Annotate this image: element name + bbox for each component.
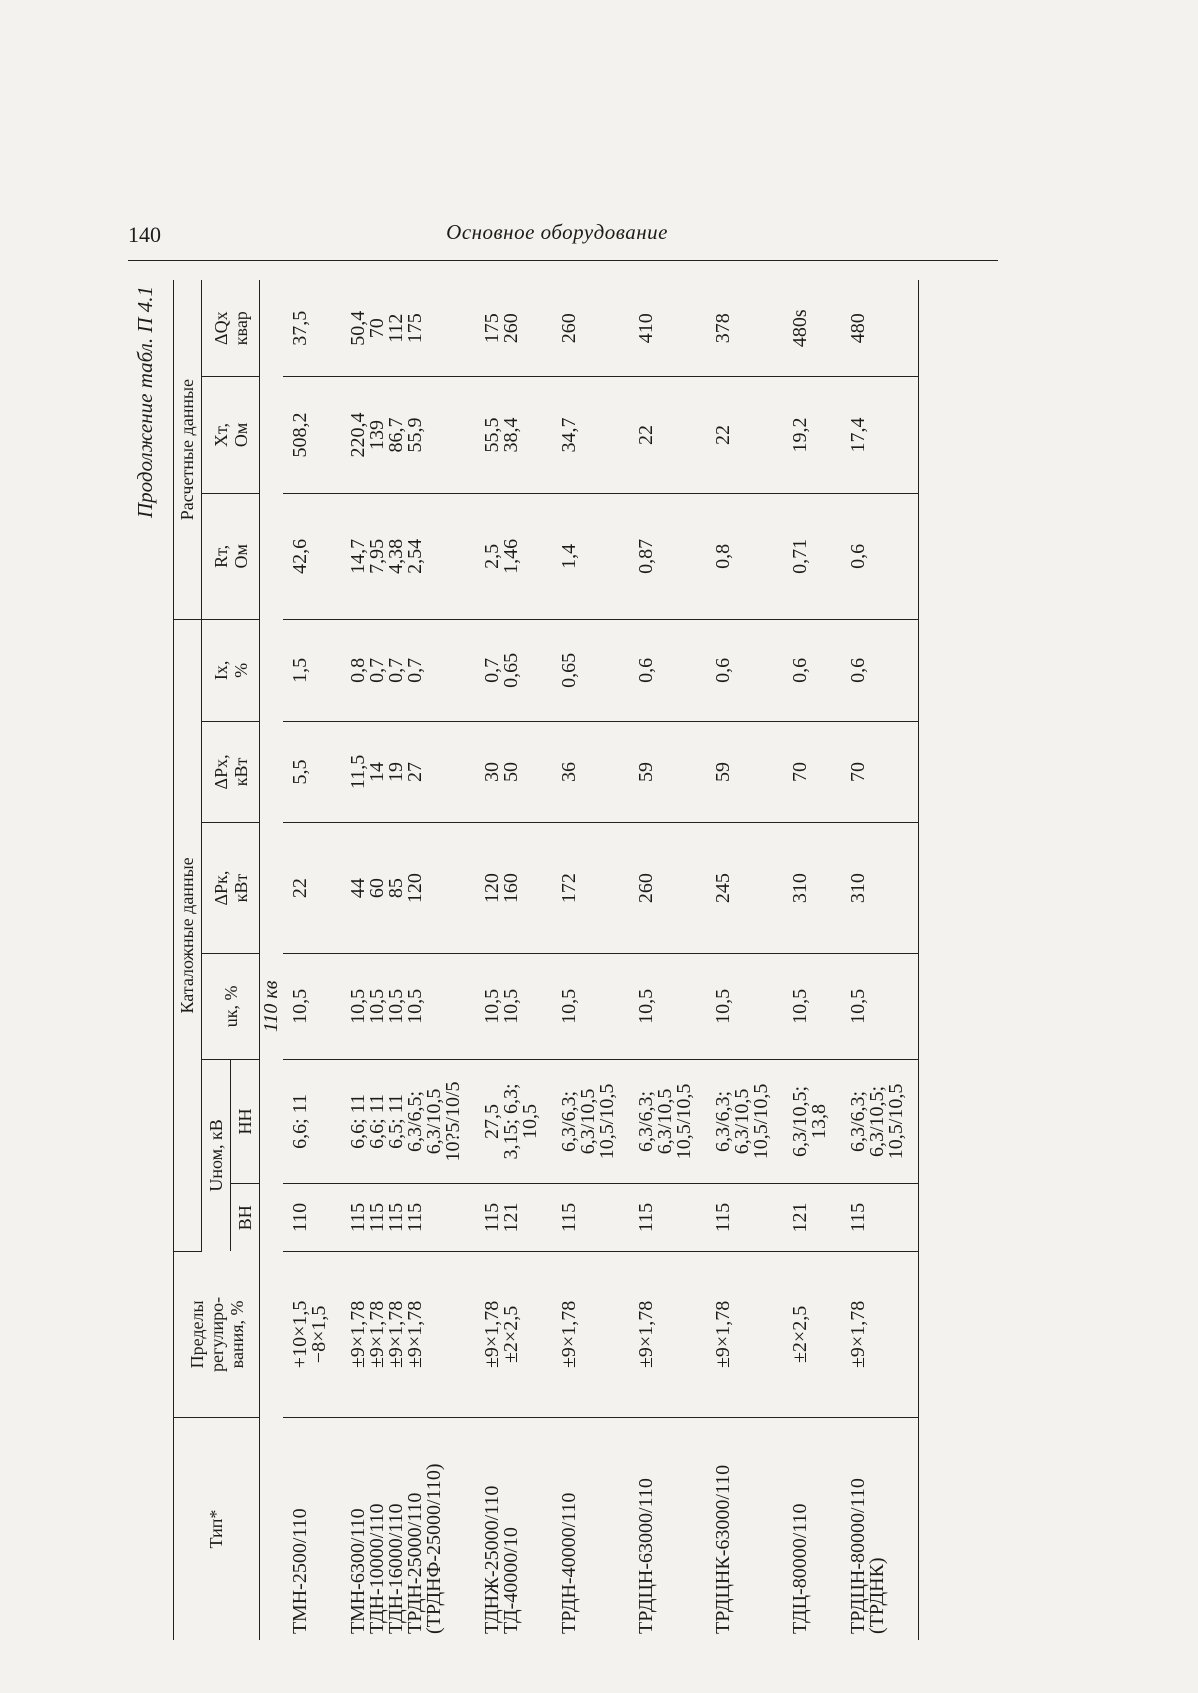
cell-line: 6,6; 11: [289, 1094, 311, 1149]
cell-line: 42,6: [289, 538, 311, 574]
cell-line: ТМН-6300/110: [347, 1508, 369, 1634]
cell-rt: [475, 493, 552, 620]
table-row: [341, 280, 475, 1640]
cell-line: 175: [481, 313, 503, 344]
cell-uk: [341, 954, 475, 1060]
cell-line: 13,8: [808, 1103, 830, 1139]
cell-nn: [552, 1059, 629, 1184]
cell-reg: [783, 1251, 841, 1417]
cell-xt: [283, 377, 341, 493]
cell-uk: [475, 954, 552, 1060]
cell-line: 3,15; 6,3;: [500, 1083, 522, 1160]
cell-line: 1,5: [289, 657, 311, 683]
cell-uk: [283, 954, 341, 1060]
cell-line: 1,4: [558, 543, 580, 569]
cell-reg: [552, 1251, 629, 1417]
cell-line: 44: [347, 878, 369, 899]
cell-line: 6,3/6,3;: [847, 1090, 869, 1153]
running-title: Основное оборудование: [446, 220, 668, 244]
cell-px: [783, 721, 841, 823]
cell-line: −8×1,5: [308, 1305, 330, 1364]
cell-line: ТДНЖ-25000/110: [481, 1485, 503, 1634]
table-row: [629, 280, 706, 1640]
col-vn: ВН: [231, 1184, 260, 1252]
col-group-catalog: Каталожные данные: [174, 620, 202, 1252]
table-row: [706, 280, 783, 1640]
cell-line: 0,8: [347, 657, 369, 683]
cell-uk: [629, 954, 706, 1060]
cell-line: 6,3/10,5;: [866, 1085, 888, 1158]
cell-line: 120: [481, 873, 503, 904]
cell-line: 14: [366, 761, 388, 782]
cell-line: 508,2: [289, 412, 311, 458]
cell-type: [341, 1418, 475, 1640]
cell-vn: [475, 1184, 552, 1252]
cell-rt: [841, 493, 919, 620]
cell-line: 0,71: [789, 538, 811, 574]
cell-line: 0,7: [385, 657, 407, 683]
col-group-calc: Расчетные данные: [174, 280, 202, 620]
cell-pk: [783, 823, 841, 954]
cell-line: 0,6: [847, 657, 869, 683]
cell-line: 70: [366, 318, 388, 339]
transformer-spec-table: [173, 280, 919, 1640]
col-qx: ΔQx квар: [202, 280, 260, 377]
cell-line: 10,5: [404, 988, 426, 1024]
cell-line: 10,5: [789, 988, 811, 1024]
page-header: [128, 218, 998, 261]
cell-px: [341, 721, 475, 823]
cell-line: 0,65: [558, 652, 580, 688]
cell-line: 10,5: [347, 988, 369, 1024]
table-row: [841, 280, 919, 1640]
cell-line: 10,5: [712, 988, 734, 1024]
cell-line: 6,6; 11: [347, 1094, 369, 1149]
cell-line: 50,4: [347, 310, 369, 346]
cell-line: 70: [789, 761, 811, 782]
cell-line: ±2×2,5: [789, 1305, 811, 1364]
cell-line: 6,6; 11: [366, 1094, 388, 1149]
cell-line: 6,3/10,5: [577, 1088, 599, 1155]
col-pk: ΔPк, кВт: [202, 823, 260, 954]
cell-line: ±9×1,78: [558, 1300, 580, 1369]
cell-type: [475, 1418, 552, 1640]
cell-line: 220,4: [347, 412, 369, 458]
cell-type: [783, 1418, 841, 1640]
cell-line: 10,5: [366, 988, 388, 1024]
cell-pk: [283, 823, 341, 954]
cell-line: 37,5: [289, 310, 311, 346]
cell-reg: [706, 1251, 783, 1417]
cell-nn: [841, 1059, 919, 1184]
table-caption: Продолжение табл. П 4.1: [133, 286, 157, 518]
cell-pk: [706, 823, 783, 954]
cell-line: 10,5/10,5: [596, 1083, 618, 1160]
cell-line: 260: [558, 313, 580, 344]
cell-line: 0,6: [847, 543, 869, 569]
cell-line: ±9×1,78: [481, 1300, 503, 1369]
cell-line: 378: [712, 313, 734, 344]
cell-uk: [841, 954, 919, 1060]
cell-line: 2,54: [404, 538, 426, 574]
table-row: [783, 280, 841, 1640]
cell-px: [841, 721, 919, 823]
cell-px: [475, 721, 552, 823]
cell-line: 10,5: [519, 1103, 541, 1139]
cell-line: 115: [366, 1202, 388, 1233]
cell-line: 245: [712, 873, 734, 904]
cell-line: 22: [635, 424, 657, 445]
cell-line: ТДН-10000/110: [366, 1503, 388, 1634]
cell-vn: [706, 1184, 783, 1252]
cell-vn: [783, 1184, 841, 1252]
cell-line: 139: [366, 419, 388, 450]
cell-line: 19: [385, 761, 407, 782]
cell-vn: [552, 1184, 629, 1252]
table-row: [552, 280, 629, 1640]
cell-reg: [475, 1251, 552, 1417]
cell-line: 11,5: [347, 754, 369, 790]
cell-line: 115: [558, 1202, 580, 1233]
cell-uk: [552, 954, 629, 1060]
cell-pk: [341, 823, 475, 954]
cell-line: 10,5: [847, 988, 869, 1024]
cell-uk: [783, 954, 841, 1060]
cell-line: 60: [366, 878, 388, 899]
cell-xt: [341, 377, 475, 493]
cell-line: 86,7: [385, 417, 407, 453]
cell-ix: [475, 620, 552, 722]
cell-line: 6,3/6,3;: [635, 1090, 657, 1153]
rotated-table-area: [133, 280, 993, 1640]
cell-line: 0,87: [635, 538, 657, 574]
cell-line: ТДЦ-80000/110: [789, 1503, 811, 1634]
cell-line: 85: [385, 878, 407, 899]
cell-line: (ТРДНК): [866, 1557, 888, 1634]
cell-line: 115: [481, 1202, 503, 1233]
cell-line: 14,7: [347, 538, 369, 574]
cell-line: 0,65: [500, 652, 522, 688]
cell-qx: [783, 280, 841, 377]
table-body: [260, 280, 919, 1640]
cell-line: ТДН-16000/110: [385, 1503, 407, 1634]
cell-reg: [341, 1251, 475, 1417]
cell-line: ТРДЦН-80000/110: [847, 1478, 869, 1634]
cell-line: 10,5/10,5: [750, 1083, 772, 1160]
cell-line: 6,3/10,5: [731, 1088, 753, 1155]
table-row: [475, 280, 552, 1640]
cell-rt: [783, 493, 841, 620]
cell-rt: [629, 493, 706, 620]
cell-px: [552, 721, 629, 823]
cell-line: 38,4: [500, 417, 522, 453]
cell-line: ±9×1,78: [366, 1300, 388, 1369]
cell-line: 10,5: [558, 988, 580, 1024]
cell-line: 50: [500, 761, 522, 782]
cell-line: ±9×1,78: [635, 1300, 657, 1369]
cell-ix: [552, 620, 629, 722]
cell-rt: [341, 493, 475, 620]
cell-ix: [706, 620, 783, 722]
cell-pk: [629, 823, 706, 954]
cell-ix: [841, 620, 919, 722]
col-ix: Ix, %: [202, 620, 260, 722]
cell-line: ±2×2,5: [500, 1305, 522, 1364]
cell-line: ТРДН-40000/110: [558, 1492, 580, 1634]
cell-line: 410: [635, 313, 657, 344]
cell-line: 55,9: [404, 417, 426, 453]
cell-line: 17,4: [847, 417, 869, 453]
cell-nn: [475, 1059, 552, 1184]
cell-line: 115: [635, 1202, 657, 1233]
cell-line: 10,5: [385, 988, 407, 1024]
cell-line: +10×1,5: [289, 1300, 311, 1369]
cell-line: 115: [385, 1202, 407, 1233]
cell-line: ±9×1,78: [347, 1300, 369, 1369]
cell-line: 10,5: [635, 988, 657, 1024]
cell-line: 115: [712, 1202, 734, 1233]
cell-line: 121: [789, 1202, 811, 1233]
cell-line: 6,5; 11: [385, 1094, 407, 1149]
cell-pk: [475, 823, 552, 954]
cell-line: 36: [558, 761, 580, 782]
cell-nn: [341, 1059, 475, 1184]
cell-line: 121: [500, 1202, 522, 1233]
cell-line: ТМН-2500/110: [289, 1508, 311, 1634]
cell-type: [283, 1418, 341, 1640]
section-label: 110 кв: [260, 980, 282, 1033]
cell-xt: [629, 377, 706, 493]
cell-line: 6,3/6,5;: [404, 1090, 426, 1153]
cell-line: 5,5: [289, 759, 311, 785]
cell-ix: [629, 620, 706, 722]
cell-line: ТД-40000/10: [500, 1527, 522, 1634]
cell-line: 10,5/10,5: [885, 1083, 907, 1160]
cell-qx: [841, 280, 919, 377]
cell-xt: [706, 377, 783, 493]
cell-line: 19,2: [789, 417, 811, 453]
cell-line: 112: [385, 313, 407, 343]
cell-nn: [629, 1059, 706, 1184]
cell-line: 22: [712, 424, 734, 445]
cell-line: 160: [500, 873, 522, 904]
cell-line: 59: [712, 761, 734, 782]
table-row: [283, 280, 341, 1640]
col-regulation: Пределы регулиро- вания, %: [174, 1251, 260, 1417]
cell-line: 27: [404, 761, 426, 782]
cell-line: 7,95: [366, 538, 388, 574]
cell-line: 2,5: [481, 543, 503, 569]
cell-xt: [475, 377, 552, 493]
cell-pk: [841, 823, 919, 954]
cell-line: 120: [404, 873, 426, 904]
cell-px: [706, 721, 783, 823]
cell-type: [552, 1418, 629, 1640]
cell-line: 6,3/10,5;: [789, 1085, 811, 1158]
cell-line: 10,5: [289, 988, 311, 1024]
cell-line: ±9×1,78: [712, 1300, 734, 1369]
cell-line: 70: [847, 761, 869, 782]
cell-line: 59: [635, 761, 657, 782]
cell-nn: [783, 1059, 841, 1184]
cell-nn: [283, 1059, 341, 1184]
cell-line: ТРДЦН-63000/110: [635, 1478, 657, 1634]
cell-line: 10,5: [500, 988, 522, 1024]
cell-pk: [552, 823, 629, 954]
cell-line: ТРДН-25000/110: [404, 1492, 426, 1634]
col-group-unom: Uном, кВ: [202, 1059, 231, 1251]
cell-rt: [706, 493, 783, 620]
cell-line: 6,3/6,3;: [558, 1090, 580, 1153]
cell-reg: [841, 1251, 919, 1417]
cell-qx: [552, 280, 629, 377]
cell-rt: [283, 493, 341, 620]
cell-uk: [706, 954, 783, 1060]
cell-vn: [283, 1184, 341, 1252]
cell-line: 175: [404, 313, 426, 344]
page-number: 140: [128, 222, 161, 247]
cell-line: 310: [789, 873, 811, 904]
cell-line: 115: [404, 1202, 426, 1233]
cell-line: 6,3/6,3;: [712, 1090, 734, 1153]
cell-line: 0,7: [404, 657, 426, 683]
cell-vn: [841, 1184, 919, 1252]
cell-line: 0,7: [366, 657, 388, 683]
cell-ix: [783, 620, 841, 722]
cell-line: 55,5: [481, 417, 503, 453]
cell-qx: [283, 280, 341, 377]
cell-nn: [706, 1059, 783, 1184]
cell-line: 310: [847, 873, 869, 904]
cell-line: 115: [847, 1202, 869, 1233]
cell-line: 4,38: [385, 538, 407, 574]
cell-line: 10,5/10,5: [673, 1083, 695, 1160]
cell-line: 34,7: [558, 417, 580, 453]
cell-line: 0,6: [635, 657, 657, 683]
col-uk: uк, %: [202, 954, 260, 1060]
cell-ix: [283, 620, 341, 722]
cell-px: [629, 721, 706, 823]
cell-line: 172: [558, 873, 580, 904]
cell-qx: [629, 280, 706, 377]
cell-type: [629, 1418, 706, 1640]
cell-xt: [783, 377, 841, 493]
cell-line: 10?5/10/5: [442, 1081, 464, 1162]
cell-rt: [552, 493, 629, 620]
cell-line: 0,8: [712, 543, 734, 569]
cell-line: 6,3/10,5: [654, 1088, 676, 1155]
cell-line: 115: [347, 1202, 369, 1233]
cell-line: 0,7: [481, 657, 503, 683]
cell-line: 10,5: [481, 988, 503, 1024]
col-nn: НН: [231, 1059, 260, 1184]
cell-type: [841, 1418, 919, 1640]
cell-line: ±9×1,78: [385, 1300, 407, 1369]
cell-line: 0,6: [712, 657, 734, 683]
cell-line: 480: [847, 313, 869, 344]
cell-vn: [341, 1184, 475, 1252]
cell-qx: [706, 280, 783, 377]
cell-line: 30: [481, 761, 503, 782]
cell-line: 1,46: [500, 538, 522, 574]
cell-line: ±9×1,78: [847, 1300, 869, 1369]
cell-xt: [841, 377, 919, 493]
cell-px: [283, 721, 341, 823]
cell-reg: [629, 1251, 706, 1417]
col-px: ΔPx, кВт: [202, 721, 260, 823]
col-rt: Rт, Ом: [202, 493, 260, 620]
cell-line: 6,3/10,5: [423, 1088, 445, 1155]
col-xt: Xт, Ом: [202, 377, 260, 493]
cell-type: [706, 1418, 783, 1640]
cell-line: 27,5: [481, 1103, 503, 1139]
cell-line: ±9×1,78: [404, 1300, 426, 1369]
cell-reg: [283, 1251, 341, 1417]
cell-line: 260: [500, 313, 522, 344]
cell-line: 480s: [789, 309, 811, 348]
cell-line: 110: [289, 1202, 311, 1233]
cell-line: (ТРДНФ-25000/110): [423, 1463, 445, 1634]
col-type: Тип*: [174, 1418, 260, 1640]
cell-line: ТРДЦНК-63000/110: [712, 1464, 734, 1634]
cell-vn: [629, 1184, 706, 1252]
cell-line: 260: [635, 873, 657, 904]
cell-ix: [341, 620, 475, 722]
cell-qx: [475, 280, 552, 377]
cell-line: 0,6: [789, 657, 811, 683]
cell-line: 22: [289, 878, 311, 899]
cell-xt: [552, 377, 629, 493]
cell-qx: [341, 280, 475, 377]
